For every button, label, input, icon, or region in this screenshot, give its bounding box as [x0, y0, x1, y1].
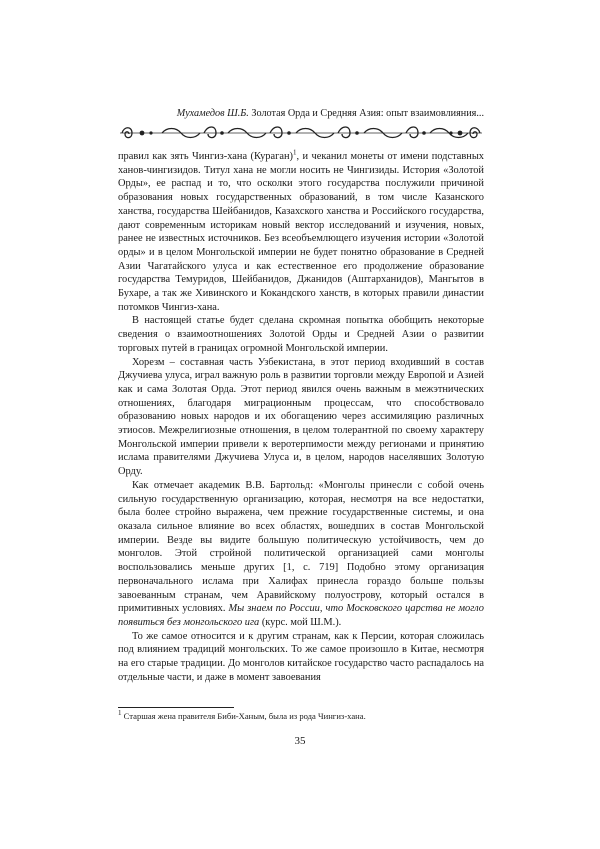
decorative-border-icon [118, 124, 484, 142]
paragraph-1-text-a: правил как зять Чингиз-хана (Кураган) [118, 151, 293, 162]
footnote [118, 711, 484, 722]
footnote-ref: 1 [293, 148, 297, 157]
header-title: Золотая Орда и Средняя Азия: опыт взаимовлияния... [251, 108, 484, 119]
footnote-text: Старшая жена правителя Биби-Ханым, была из рода Чингиз-хана. [121, 711, 366, 721]
paragraph-3: Хорезм – составная часть Узбекистана, в этот период входивший в состав Джучиева улуса, играл важную роль в развитии торговли между Европой и Азией как и сама Золотая Орда. Этот период явился очень важным в межэтнических отношениях, благодаря миграционным процессам, что способствовало образованию новых народов и их обогащению через ассимиляцию различных этиосов. Межрелигиозные отношения, в целом толерантной по своему характеру Монгольской империи привели к веротерпимости между регионами и принятию ислама правителями Джучиева Улуса и, в целом, народов населявших Золотую Орду. [118, 356, 484, 478]
footnote-divider [118, 707, 234, 708]
running-header [118, 108, 484, 119]
header-author: Мухамедов Ш.Б. [176, 108, 249, 119]
paragraph-4-text-a: Как отмечает академик В.В. Бартольд: «Монголы принесли с собой очень сильную государственную организацию, которая, несмотря на все недостатки, была более стройно выражена, чем прежние государственные системы, и она оказала сильное влияние во всех областях, вошедших в состав Монгольской империи. Везде вы видите большую политическую устойчивость, чем до монголов. Этой стройной политической организацией сами монголы воспользовались меньше других [1, с. 719] Подобно этому организация первоначального ислама при Халифах принесла гораздо больше пользы завоеванным странам, чем Аравийскому полуострову, который остался в примитивных условиях. [118, 479, 484, 615]
paragraph-4-italic: Мы знаем по России, что Московского царства не могло появиться без монгольского ига [118, 603, 484, 628]
paragraph-1 [118, 150, 484, 314]
footnote-mark: 1 [118, 709, 122, 718]
page-number: 35 [294, 735, 306, 747]
paragraph-5: То же самое относится и к другим странам, как к Персии, которая сложилась под влиянием традиций монгольских. То же самое произошло в Китае, несмотря на его старые традиции. До монголов китайское государство часто распадалось на отдельные части, и даже в момент завоевания [118, 630, 484, 683]
main-text [118, 150, 484, 684]
paragraph-4-text-b: (курс. мой Ш.М.). [259, 616, 342, 628]
paragraph-4 [118, 479, 484, 630]
paragraph-1-text-b: , и чеканил монеты от имени подставных ханов-чингизидов. Титул хана не могли носить не Чингизиды. История «Золотой Орды», ее распад и то, что осколки этого государства послужили причиной образования новых государственных образований, в том числе Казанского ханства, государства Шейбанидов, Казахского ханства и Российского государства, дают современным историкам новый вектор исследований и изучения, новых, ранее не известных источников. Без всеобъемлющего изучения истории «Золотой орды» и в целом Монгольской империи не будет понятно образование в Средней Азии Чагатайского улуса и как естественное его продолжение образование государства Темуридов, Шейбанидов, Джанидов (Аштарханидов), Мангытов в Бухаре, а так же Хивинского и Кокандского ханств, в которых правили династии потомков Чингиз-хана. [118, 151, 484, 313]
paragraph-2: В настоящей статье будет сделана скромная попытка обобщить некоторые сведения о взаимоотношениях Золотой Орды и Средней Азии о развитии торговых путей в границах огромной Монгольской империи. [118, 315, 484, 354]
